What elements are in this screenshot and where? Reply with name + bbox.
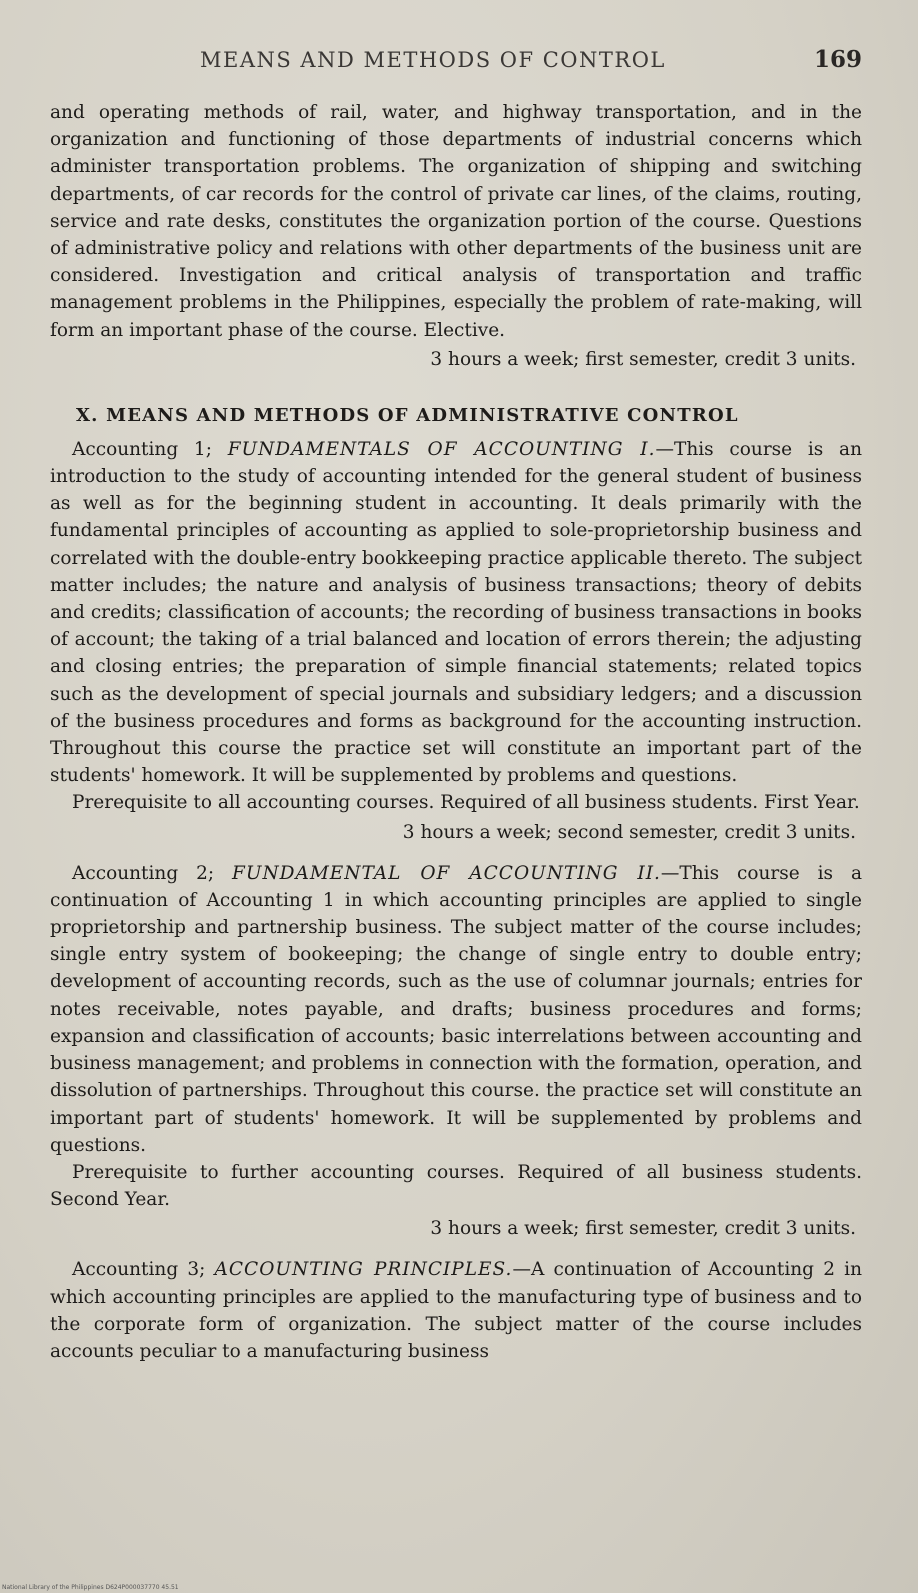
course-body: —A continuation of Accounting 2 in which accounting principles are applied to the manufacturing type of business and to the corporate form of organization. The subject matter of the course includes accounts peculiar to a manufacturing business bbox=[50, 1259, 862, 1362]
course-accounting-1 bbox=[50, 436, 862, 846]
running-head: MEANS AND METHODS OF CONTROL bbox=[200, 48, 666, 72]
course-credit: 3 hours a week; first semester, credit 3 units. bbox=[430, 1218, 856, 1240]
course-title: FUNDAMENTAL OF ACCOUNTING II. bbox=[232, 862, 661, 884]
scan-footer-mark: National Library of the Philippines D624P000037770 45.51 bbox=[2, 1584, 179, 1591]
course-body: —This course is a continuation of Accounting 1 in which accounting principles are applied to single proprietorship and partnership business. The subject matter of the course includes; single entry system of bookeeping; the change of single entry to double entry; development of accounting records, such as the use of columnar journals; entries for notes receivable, notes payable, and drafts; business procedures and forms; expansion and classification of accounts; basic interrelations between accounting and business management; and problems in connection with the formation, operation, and dissolution of partnerships. Throughout this course. the practice set will constitute an important part of students' homework. It will be supplemented by problems and questions. bbox=[50, 862, 862, 1156]
course-description bbox=[50, 860, 862, 1159]
course-lead: Accounting 3; bbox=[72, 1259, 215, 1281]
course-description bbox=[50, 1256, 862, 1365]
course-title: ACCOUNTING PRINCIPLES. bbox=[214, 1259, 513, 1281]
course-title: FUNDAMENTALS OF ACCOUNTING I. bbox=[227, 438, 656, 460]
course-accounting-3 bbox=[50, 1256, 862, 1365]
section-heading: X. MEANS AND METHODS OF ADMINISTRATIVE CONTROL bbox=[76, 404, 739, 426]
course-body: —This course is an introduction to the study of accounting intended for the general student of business as well as for the beginning student in accounting. It deals primarily with the fundamental principles of accounting as applied to sole-proprietorship business and correlated with the double-entry bookkeeping practice applicable thereto. The subject matter includes; the nature and analysis of business transactions; theory of debits and credits; classification of accounts; the recording of business transactions in books of account; the taking of a trial balanced and location of errors therein; the adjusting and closing entries; the preparation of simple financial statements; related topics such as the development of special journals and subsidiary ledgers; and a discussion of the business procedures and forms as background for the accounting instruction. Throughout this course the practice set will constitute an important part of the students' homework. It will be supplemented by problems and questions. bbox=[50, 438, 862, 787]
intro-paragraph: and operating methods of rail, water, and highway transportation, and in the organization and functioning of those departments of industrial concerns which administer transportation problems. The organization of shipping and switching departments, of car records for the control of private car lines, of the claims, routing, service and rate desks, constitutes the organization portion of the course. Questions of administrative policy and relations with other departments of the business unit are considered. Investigation and critical analysis of transportation and traffic management problems in the Philippines, especially the problem of rate-making, will form an important phase of the course. Elective. bbox=[50, 102, 862, 341]
course-lead: Accounting 1; bbox=[72, 438, 228, 460]
course-prerequisite: Prerequisite to further accounting courses. Required of all business students. Second Year. bbox=[50, 1161, 862, 1211]
course-lead: Accounting 2; bbox=[72, 862, 233, 884]
intro-credit: 3 hours a week; first semester, credit 3 units. bbox=[430, 348, 856, 370]
course-credit: 3 hours a week; second semester, credit 3 units. bbox=[402, 821, 856, 843]
page-number: 169 bbox=[813, 46, 862, 73]
course-description bbox=[50, 436, 862, 790]
page-header bbox=[50, 46, 862, 73]
course-accounting-2 bbox=[50, 860, 862, 1243]
course-prerequisite: Prerequisite to all accounting courses. Required of all business students. First Year. bbox=[72, 792, 860, 814]
